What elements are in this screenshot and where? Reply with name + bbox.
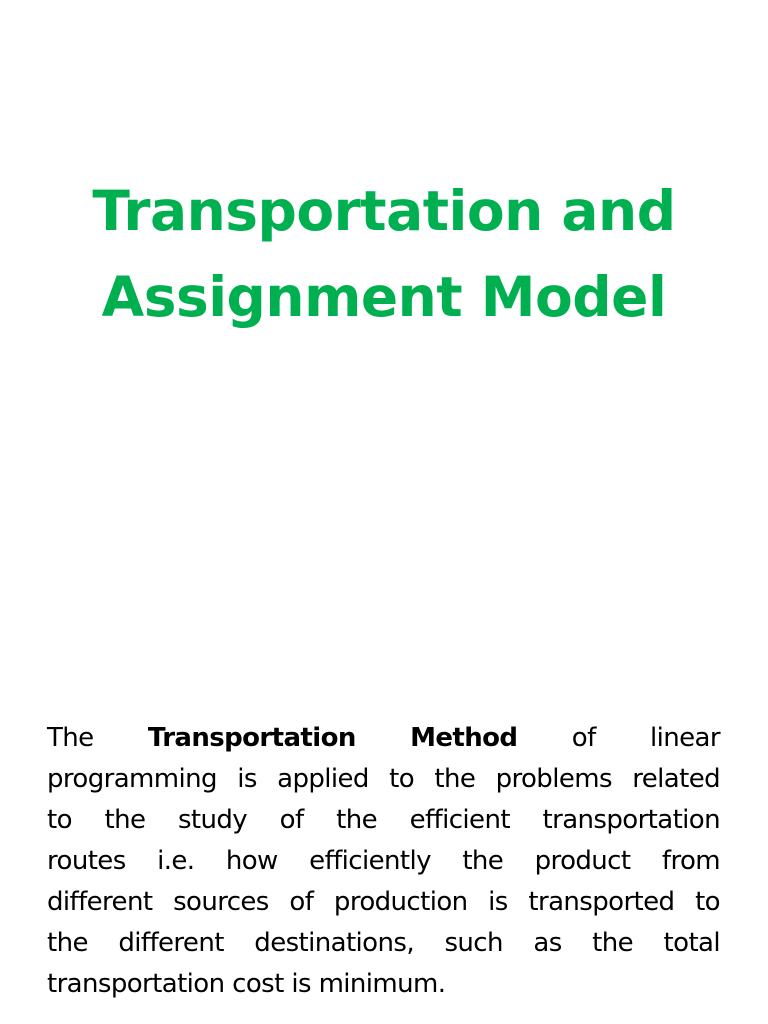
bold-transportation: Transportation bbox=[147, 723, 356, 753]
word-of: of bbox=[571, 723, 596, 753]
bold-method: Method bbox=[410, 723, 518, 753]
body-paragraph bbox=[47, 718, 720, 1005]
body-line-7: transportation cost is minimum. bbox=[47, 969, 446, 999]
body-line-4: routes i.e. how efficiently the product from bbox=[47, 846, 720, 876]
body-line-2: programming is applied to the problems related bbox=[47, 764, 720, 794]
body-line-3: to the study of the efficient transportation bbox=[47, 805, 720, 835]
body-line-6: the different destinations, such as the total bbox=[47, 928, 720, 958]
word-linear: linear bbox=[650, 723, 720, 753]
body-line-5: different sources of production is transported to bbox=[47, 887, 720, 917]
word-the: The bbox=[47, 723, 94, 753]
title-line-2: Assignment Model bbox=[101, 265, 667, 329]
title-line-1: Transportation and bbox=[92, 179, 676, 243]
body-line-1 bbox=[47, 718, 720, 759]
slide-title bbox=[40, 168, 728, 340]
